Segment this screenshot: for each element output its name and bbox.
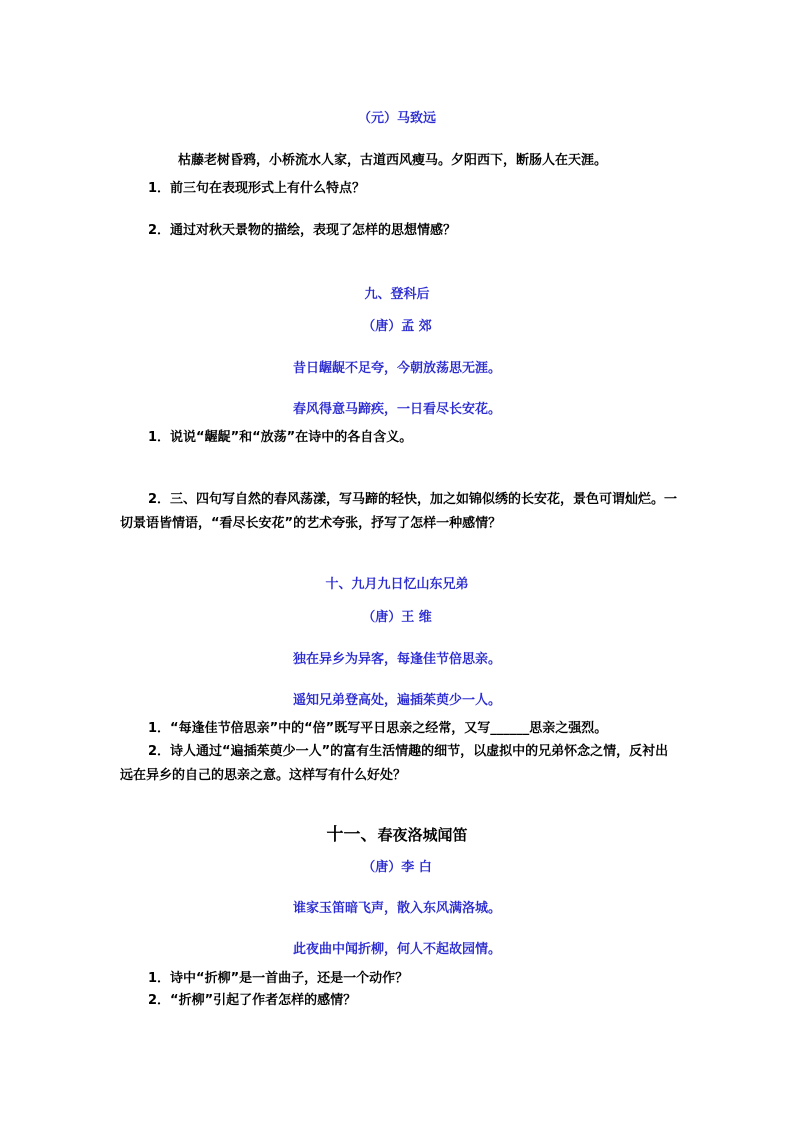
poem-line-11-1: 谁家玉笛暗飞声，散入东风满洛城。: [292, 901, 501, 916]
section-title-9: 九、登科后: [364, 287, 430, 302]
poem-line-9-1: 昔日龌龊不足夸，今朝放荡思无涯。: [292, 361, 501, 376]
question-9-1: 1．说说“龌龊”和“放荡”在诗中的各自含义。: [148, 430, 413, 445]
poem-author-libai: （唐）李 白: [362, 860, 432, 875]
question-10-2: 2．诗人通过“遍插茱萸少一人”的富有生活情趣的细节，以虚拟中的兄弟怀念之情，反衬出远在异乡的自己的思亲之意。这样写有什么好处？: [120, 744, 669, 783]
poem-line-10-2: 遥知兄弟登高处，遍插茱萸少一人。: [292, 693, 501, 708]
question-10-1: 1．“每逢佳节倍思亲”中的“倍”既写平日思亲之经常，又写______思亲之强烈。: [148, 721, 608, 736]
poem-line-11-2: 此夜曲中闻折柳，何人不起故园情。: [292, 942, 501, 957]
poem-line-10-1: 独在异乡为异客，每逢佳节倍思亲。: [292, 652, 501, 667]
section-title-11: [0, 826, 794, 844]
section-title-11-number: 十一、: [326, 825, 378, 845]
poem-line-9-2: 春风得意马蹄疾，一日看尽长安花。: [292, 402, 501, 417]
poem-author-wangwei: （唐）王 维: [362, 610, 432, 625]
poem-author-mengjiao: （唐）孟 郊: [362, 319, 432, 334]
question-11-1: 1．诗中“折柳”是一首曲子，还是一个动作？: [148, 971, 409, 986]
poem-author-mazhiyuan: （元）马致远: [357, 111, 436, 126]
question-8-1: 1．前三句在表现形式上有什么特点？: [148, 181, 366, 196]
section-title-11-name: 春夜洛城闻笛: [377, 826, 468, 844]
question-11-2: 2．“折柳”引起了作者怎样的感情？: [148, 993, 357, 1008]
question-9-2: 2．三、四句写自然的春风荡漾，写马蹄的轻快，加之如锦似绣的长安花，景色可谓灿烂。一切景语皆情语，“看尽长安花”的艺术夸张，抒写了怎样一种感情？: [120, 492, 678, 531]
section-title-10: 十、九月九日忆山东兄弟: [325, 577, 469, 592]
poem-text-tianjingsha: 枯藤老树昏鸦，小桥流水人家，古道西风瘦马。夕阳西下，断肠人在天涯。: [178, 153, 608, 168]
question-8-2: 2．通过对秋天景物的描绘，表现了怎样的思想情感？: [148, 223, 457, 238]
